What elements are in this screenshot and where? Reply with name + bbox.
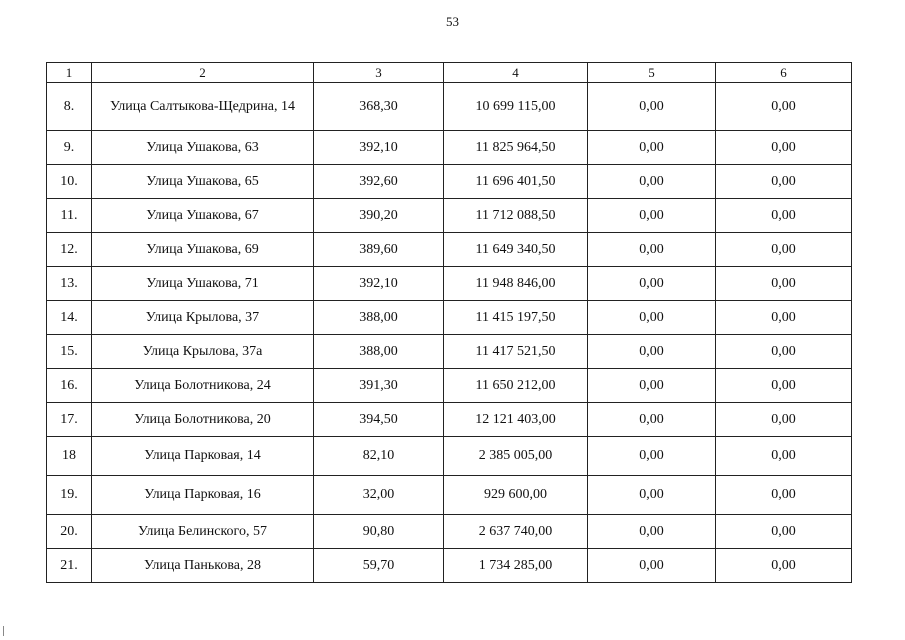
table-cell: 32,00 (314, 476, 444, 515)
table-row (47, 301, 852, 335)
table-cell: 15. (47, 335, 92, 369)
table-cell: 0,00 (588, 515, 716, 549)
table-cell: Улица Крылова, 37 (92, 301, 314, 335)
table-cell: 392,10 (314, 131, 444, 165)
table-cell: Улица Болотникова, 20 (92, 403, 314, 437)
table-cell: 388,00 (314, 335, 444, 369)
table-cell: 1 734 285,00 (444, 549, 588, 583)
margin-mark (3, 626, 4, 636)
table-cell: Улица Ушакова, 63 (92, 131, 314, 165)
table-cell: 0,00 (588, 476, 716, 515)
table-row (47, 165, 852, 199)
table-cell: 0,00 (716, 233, 852, 267)
table-cell: Улица Ушакова, 69 (92, 233, 314, 267)
table-row (47, 335, 852, 369)
column-header: 1 (47, 63, 92, 83)
table-cell: 11 712 088,50 (444, 199, 588, 233)
table-cell: Улица Ушакова, 65 (92, 165, 314, 199)
table-cell: 11 696 401,50 (444, 165, 588, 199)
table-row (47, 369, 852, 403)
table-cell: 929 600,00 (444, 476, 588, 515)
table-cell: 90,80 (314, 515, 444, 549)
table-cell: 0,00 (588, 301, 716, 335)
table-cell: 0,00 (588, 131, 716, 165)
table-cell: 0,00 (588, 165, 716, 199)
table-cell: 2 385 005,00 (444, 437, 588, 476)
table-cell: 0,00 (588, 335, 716, 369)
table-cell: Улица Белинского, 57 (92, 515, 314, 549)
table-row (47, 83, 852, 131)
table-cell: 392,60 (314, 165, 444, 199)
table-cell: 12. (47, 233, 92, 267)
column-header: 5 (588, 63, 716, 83)
table-row (47, 403, 852, 437)
column-header: 3 (314, 63, 444, 83)
table-cell: 10 699 115,00 (444, 83, 588, 131)
table-row (47, 199, 852, 233)
table-cell: 0,00 (716, 165, 852, 199)
table-cell: 8. (47, 83, 92, 131)
table-row (47, 233, 852, 267)
table-cell: 0,00 (716, 301, 852, 335)
table-cell: 11 825 964,50 (444, 131, 588, 165)
table-cell: 0,00 (588, 369, 716, 403)
table-cell: 10. (47, 165, 92, 199)
page-number: 53 (446, 14, 459, 29)
column-header: 4 (444, 63, 588, 83)
table-cell: 0,00 (716, 403, 852, 437)
table-cell: 0,00 (716, 369, 852, 403)
table-cell: 0,00 (588, 549, 716, 583)
table-cell: 368,30 (314, 83, 444, 131)
data-table (46, 62, 852, 583)
table-cell: 21. (47, 549, 92, 583)
table-cell: 11. (47, 199, 92, 233)
column-header: 6 (716, 63, 852, 83)
table-cell: 391,30 (314, 369, 444, 403)
table-cell: Улица Салтыкова-Щедрина, 14 (92, 83, 314, 131)
table-cell: 388,00 (314, 301, 444, 335)
table-cell: 20. (47, 515, 92, 549)
table-cell: 0,00 (716, 131, 852, 165)
table-cell: Улица Панькова, 28 (92, 549, 314, 583)
table-cell: 0,00 (588, 83, 716, 131)
table-cell: 0,00 (716, 199, 852, 233)
table-cell: 0,00 (716, 437, 852, 476)
table-cell: Улица Парковая, 16 (92, 476, 314, 515)
table-cell: 0,00 (716, 549, 852, 583)
table-cell: 392,10 (314, 267, 444, 301)
table-cell: Улица Крылова, 37а (92, 335, 314, 369)
table-cell: 16. (47, 369, 92, 403)
table-row (47, 549, 852, 583)
table-cell: 13. (47, 267, 92, 301)
table-cell: 9. (47, 131, 92, 165)
table-cell: 0,00 (588, 199, 716, 233)
table-cell: 0,00 (588, 403, 716, 437)
table-cell: 0,00 (716, 476, 852, 515)
table-row (47, 267, 852, 301)
table-header-row (47, 63, 852, 83)
table-cell: 59,70 (314, 549, 444, 583)
table-cell: 82,10 (314, 437, 444, 476)
column-header: 2 (92, 63, 314, 83)
table-cell: Улица Парковая, 14 (92, 437, 314, 476)
table-cell: 0,00 (588, 233, 716, 267)
table-cell: Улица Ушакова, 67 (92, 199, 314, 233)
table-cell: 18 (47, 437, 92, 476)
table-cell: Улица Ушакова, 71 (92, 267, 314, 301)
table-cell: 0,00 (716, 267, 852, 301)
table-cell: 0,00 (716, 515, 852, 549)
table-cell: 11 417 521,50 (444, 335, 588, 369)
table-cell: 12 121 403,00 (444, 403, 588, 437)
table-cell: 11 649 340,50 (444, 233, 588, 267)
table-row (47, 476, 852, 515)
table-cell: 11 415 197,50 (444, 301, 588, 335)
table-cell: 0,00 (588, 267, 716, 301)
table-cell: 11 948 846,00 (444, 267, 588, 301)
table-cell: 389,60 (314, 233, 444, 267)
table-cell: 14. (47, 301, 92, 335)
table-cell: 0,00 (716, 335, 852, 369)
table-cell: 2 637 740,00 (444, 515, 588, 549)
table-cell: Улица Болотникова, 24 (92, 369, 314, 403)
table-cell: 0,00 (716, 83, 852, 131)
table-cell: 11 650 212,00 (444, 369, 588, 403)
table-cell: 19. (47, 476, 92, 515)
table-cell: 0,00 (588, 437, 716, 476)
table-cell: 394,50 (314, 403, 444, 437)
table-cell: 17. (47, 403, 92, 437)
table-cell: 390,20 (314, 199, 444, 233)
table-row (47, 437, 852, 476)
table-row (47, 515, 852, 549)
table-row (47, 131, 852, 165)
